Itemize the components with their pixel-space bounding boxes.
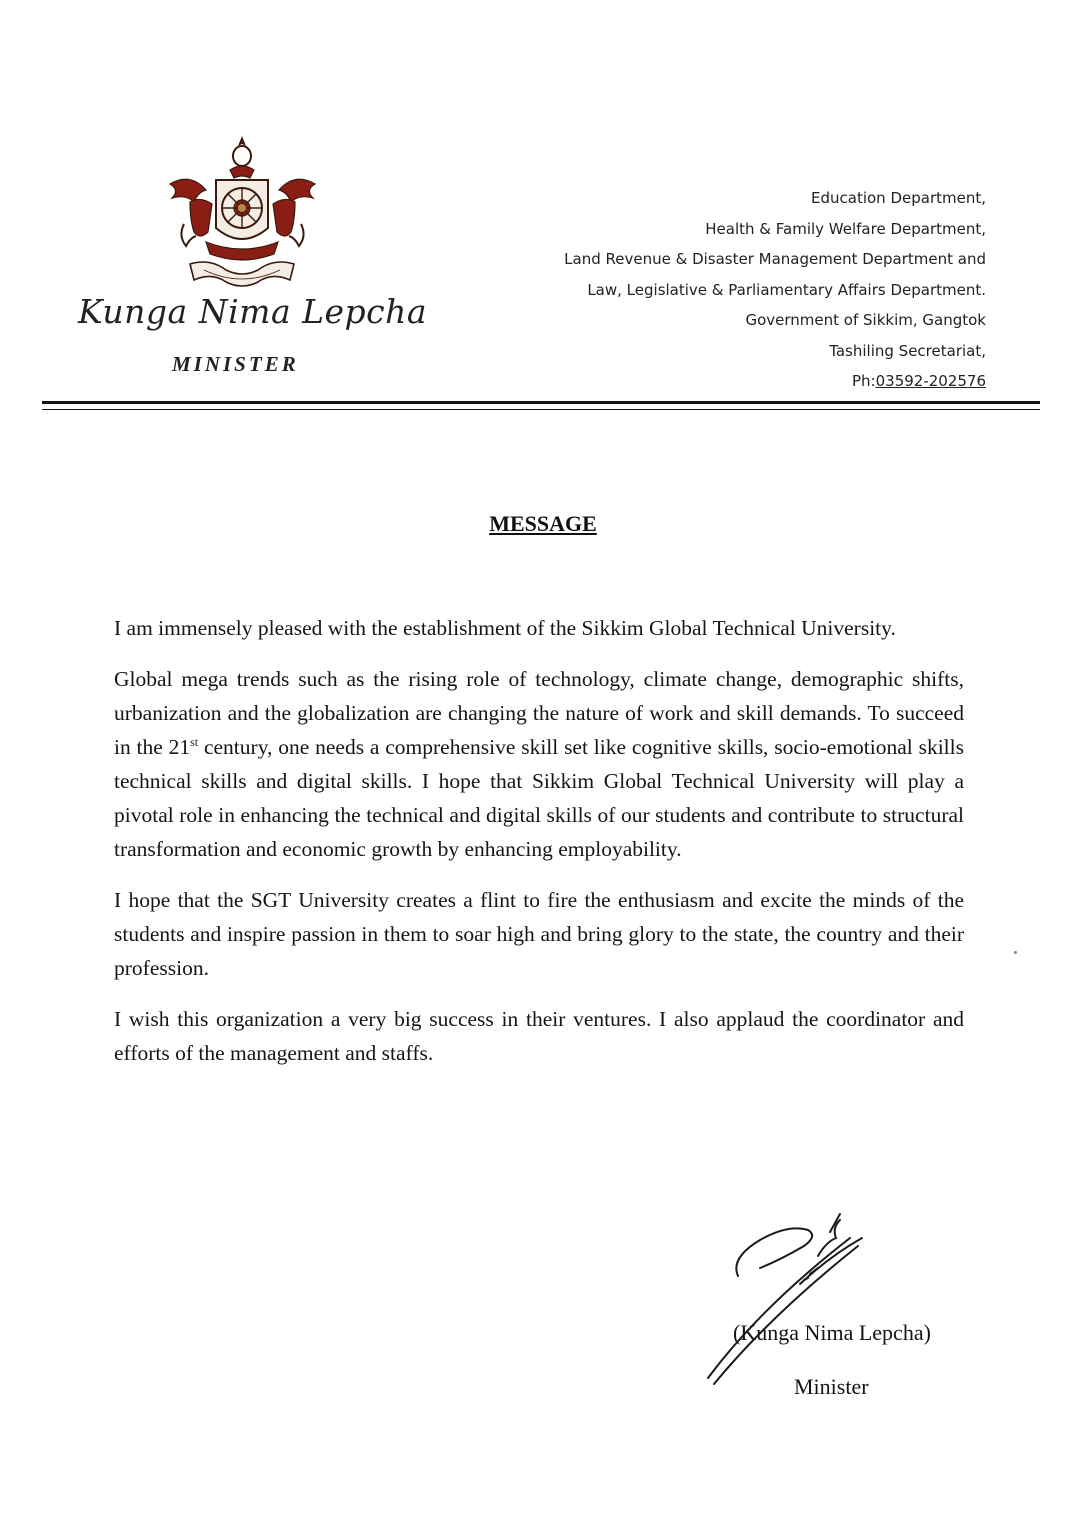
paragraph-text: century, one needs a comprehensive skill set like cognitive skills, socio-emotional skills technical skills and digital skills. I hope that Sikkim Global Technical University will play a pivotal role in enhancing the technical and digital skills of our students and contribute to structural transformation and economic growth by enhancing employability.: [114, 735, 964, 861]
message-body: [114, 611, 964, 1087]
address-line: Government of Sikkim, Gangtok: [745, 311, 986, 329]
scan-speck: [1014, 951, 1017, 954]
address-line: Education Department,: [811, 189, 986, 207]
message-paragraph: I am immensely pleased with the establishment of the Sikkim Global Technical University.: [114, 616, 896, 640]
signatory-name: (Kunga Nima Lepcha): [733, 1320, 931, 1345]
message-paragraph: I wish this organization a very big success in their ventures. I also applaud the coordinator and efforts of the management and staffs.: [114, 1007, 964, 1065]
header-divider-thin: [42, 409, 1040, 410]
minister-name-script: Kunga Nima Lepcha: [78, 292, 428, 331]
minister-title: MINISTER: [172, 352, 299, 376]
header-divider-thick: [42, 401, 1040, 404]
phone-label: Ph:: [852, 372, 876, 390]
message-paragraph: [114, 662, 964, 866]
address-line: Tashiling Secretariat,: [829, 341, 986, 360]
handwritten-signature: [700, 1198, 890, 1398]
phone-number: 03592-202576: [875, 372, 986, 390]
address-block: [466, 183, 986, 397]
message-paragraph: I hope that the SGT University creates a flint to fire the enthusiasm and excite the minds of the students and inspire passion in them to soar high and bring glory to the state, the country and their profession.: [114, 888, 964, 980]
phone-line: [466, 366, 986, 397]
address-line: Health & Family Welfare Department,: [705, 219, 986, 238]
address-line: Land Revenue & Disaster Management Department and: [564, 250, 986, 268]
superscript-st: st: [190, 734, 199, 749]
signatory-title: Minister: [794, 1374, 869, 1399]
sikkim-emblem-icon: [160, 132, 325, 297]
message-heading: MESSAGE: [489, 511, 597, 536]
address-line: Law, Legislative & Parliamentary Affairs Department.: [587, 280, 986, 299]
paragraph-text: Global mega trends such as the rising role of technology, climate change, demographic shifts, urbanization and the globalization are changing the nature of work and skill demands. To succeed in the 21: [114, 667, 964, 759]
